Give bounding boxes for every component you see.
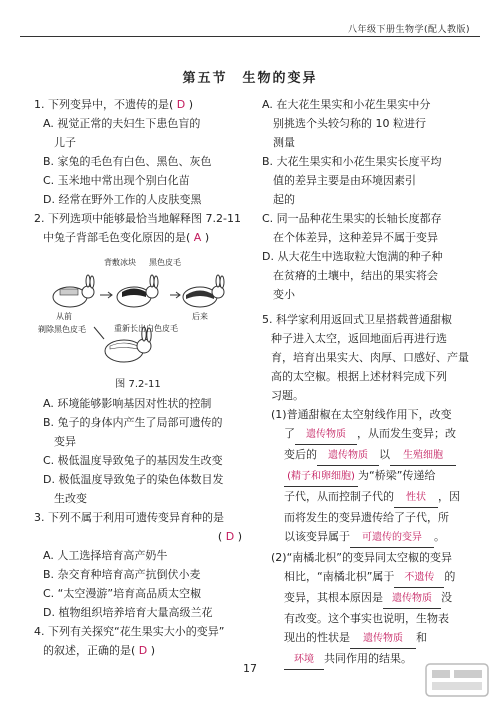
rabbit-icon: [117, 275, 158, 307]
q5-intro: 高的太空椒。根据上述材料完成下列: [271, 370, 447, 383]
q2-answer: A: [193, 231, 202, 244]
q5-part1-line: (精子和卵细胞) 为“桥梁”传递给: [262, 466, 470, 487]
q4-option: 变小: [273, 288, 295, 301]
q1-option: C. 玉米地中常出现个别白化苗: [43, 174, 190, 187]
q5-part2-line: 现出的性状是 遗传物质 和: [262, 628, 470, 649]
q4-option: 值的差异主要是由环境因素引: [273, 174, 416, 187]
figure-label: 重新长出白色皮毛: [114, 324, 178, 333]
q1-option: B. 家兔的毛色有白色、黑色、灰色: [43, 155, 212, 168]
q5-part1-line: 以该变异属于 可遗传的变异 。: [262, 527, 470, 548]
q4-stem-line1: 4. 下列有关探究“花生果实大小的变异”: [34, 625, 225, 638]
answer-blank: 遗传物质: [295, 425, 357, 445]
q3-stem: 3. 下列不属于利用可遗传变异育种的是: [34, 511, 224, 524]
q5-part1-line: 子代，从而控制子代的 性状 ，因: [262, 487, 470, 508]
q5-part2-line: 有改变。这个事实也说明，生物表: [284, 612, 449, 625]
q5-part2-line: 变异，其根本原因是 遗传物质 没: [262, 588, 470, 609]
q1-option: 儿子: [54, 136, 76, 149]
answer-blank: 性状: [394, 488, 438, 508]
q5-part2-line: 环境 共同作用的结果。: [262, 649, 470, 670]
q2-option: 生改变: [54, 492, 87, 505]
answer-blank: 不遗传: [394, 568, 444, 588]
q1-option: A. 视觉正常的夫妇生下患色盲的: [43, 117, 201, 130]
q4-option: A. 在大花生果实和小花生果实中分: [262, 98, 431, 111]
q5-intro: 5. 科学家利用返回式卫星搭载普通甜椒: [262, 313, 452, 326]
q4-option: D. 从大花生中选取粒大饱满的种子种: [262, 250, 443, 263]
q5-part1-line: (1)普通甜椒在太空射线作用下，改变: [271, 408, 452, 421]
answer-blank: (精子和卵细胞): [284, 467, 358, 487]
q3-option: B. 杂交育种培育高产抗倒伏小麦: [43, 568, 201, 581]
q2-option: B. 兔子的身体内产生了局部可遗传的: [43, 416, 223, 429]
q3-option: C. “太空漫游”培育高品质太空椒: [43, 587, 202, 600]
q2-option: A. 环境能够影响基因对性状的控制: [43, 397, 212, 410]
q5-part1-line: 而将发生的变异遗传给了子代，所: [284, 511, 449, 524]
answer-blank: 生殖细胞: [390, 446, 456, 466]
q1-stem: 1. 下列变异中，不遗传的是( D ): [34, 98, 194, 111]
q5-part2-line: (2)“南橘北枳”的变异同太空椒的变异: [271, 551, 452, 564]
figure-label: 背敷冰块: [104, 258, 136, 267]
q4-option: 测量: [273, 136, 295, 149]
right-column: [262, 95, 470, 670]
q5-part1-line: 变后的 遗传物质 以 生殖细胞: [262, 445, 470, 466]
left-column: [34, 95, 242, 660]
q5-intro: 习题。: [271, 389, 304, 402]
answer-blank: 可遗传的变异: [350, 528, 434, 548]
q3-option: A. 人工选择培育高产奶牛: [43, 549, 168, 562]
header-rule: [20, 36, 480, 37]
watermark-logo-icon: [424, 662, 490, 698]
q2-stem-line2: 中兔子背部毛色变化原因的是( A ): [43, 231, 210, 244]
q5-part1-line: 了 遗传物质 ，从而发生变异；改: [262, 424, 470, 445]
q3-answer-line: ( D ): [217, 530, 242, 543]
figure-label: 剃除黑色皮毛: [38, 325, 86, 334]
figure-caption: 图 7.2-11: [115, 379, 161, 390]
q5-part2-line: 相比，“南橘北枳”属于 不遗传 的: [262, 567, 470, 588]
q4-option: 别挑选个头较匀称的 10 粒进行: [273, 117, 426, 130]
q4-option: 起的: [273, 193, 295, 206]
q4-option: 在个体差异，这种差异不属于变异: [273, 231, 438, 244]
page-number: 17: [243, 662, 257, 675]
q5-intro: 育，培育出果实大、肉厚、口感好、产量: [271, 351, 469, 364]
q4-option: C. 同一品种花生果实的长轴长度都存: [262, 212, 442, 225]
answer-blank: 遗传物质: [383, 589, 441, 609]
q2-option: 变异: [54, 435, 76, 448]
q4-stem-line2: 的叙述，正确的是( D ): [43, 644, 156, 657]
q3-answer: D: [225, 530, 235, 543]
section-title: 第五节 生物的变异: [182, 71, 318, 86]
q1-answer: D: [176, 98, 186, 111]
figure-label: 黑色皮毛: [149, 258, 181, 267]
running-header: 八年级下册生物学(配人教版): [347, 25, 470, 35]
q2-stem-line1: 2. 下列选项中能够最恰当地解释图 7.2-11: [34, 212, 241, 225]
answer-blank: 遗传物质: [317, 446, 379, 466]
q5-intro: 种子进入太空，返回地面后再进行选: [271, 332, 447, 345]
q3-option: D. 植物组织培养培育大量高级兰花: [43, 606, 213, 619]
q2-option: D. 极低温度导致兔子的染色体数目发: [43, 473, 224, 486]
q4-option: B. 大花生果实和小花生果实长度平均: [262, 155, 442, 168]
rabbit-figure: [34, 249, 239, 369]
rabbit-icon: [53, 275, 94, 307]
q2-option: C. 极低温度导致兔子的基因发生改变: [43, 454, 223, 467]
q4-option: 在贫瘠的土壤中，结出的果实将会: [273, 269, 438, 282]
answer-blank: 环境: [284, 650, 324, 670]
figure-label: 后来: [192, 312, 208, 321]
answer-blank: 遗传物质: [350, 629, 416, 649]
rabbit-icon: [183, 275, 224, 307]
q1-option: D. 经常在野外工作的人皮肤变黑: [43, 193, 202, 206]
figure-label: 从前: [56, 312, 72, 321]
q4-answer: D: [138, 644, 148, 657]
